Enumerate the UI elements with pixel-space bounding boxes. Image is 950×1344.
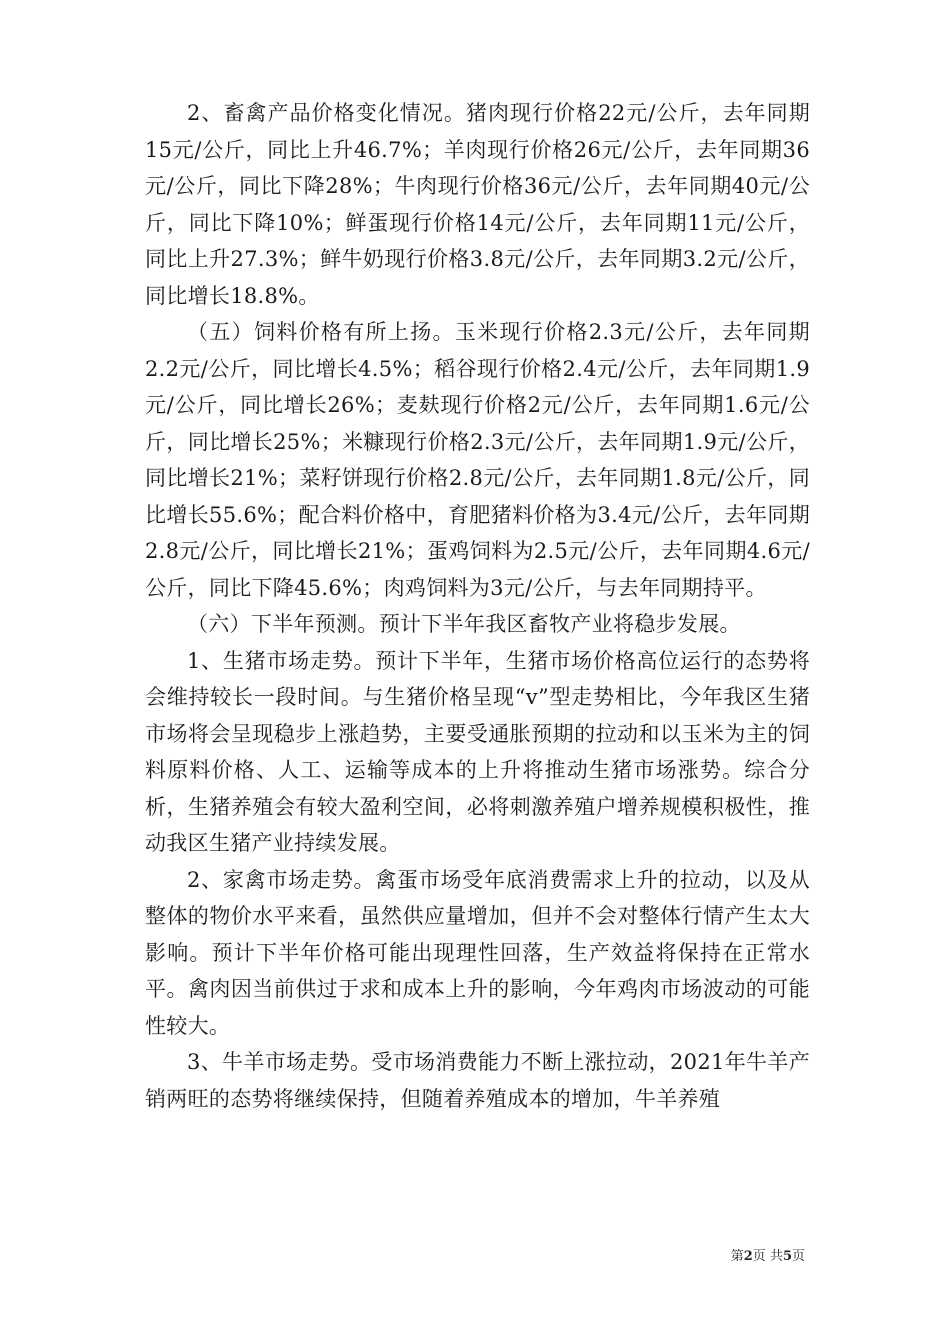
page-number-footer	[731, 1245, 805, 1264]
paragraph-hog-market: 1、生猪市场走势。预计下半年，生猪市场价格高位运行的态势将会维持较长一段时间。与生猪价格呈现“v”型走势相比，今年我区生猪市场将会呈现稳步上涨趋势，主要受通胀预期的拉动和以玉米为主的饲料原料价格、人工、运输等成本的上升将推动生猪市场涨势。综合分析，生猪养殖会有较大盈利空间，必将刺激养殖户增养规模积极性，推动我区生猪产业持续发展。	[145, 648, 810, 855]
paragraph-forecast-heading: （六）下半年预测。预计下半年我区畜牧产业将稳步发展。	[187, 612, 741, 636]
footer-suffix: 页	[791, 1249, 805, 1264]
paragraph-cattle-sheep-market: 3、牛羊市场走势。受市场消费能力不断上涨拉动，2021年牛羊产销两旺的态势将继续保持，但随着养殖成本的增加，牛羊养殖	[145, 1050, 810, 1111]
document-body	[145, 95, 810, 1117]
paragraph-livestock-prices: 2、畜禽产品价格变化情况。猪肉现行价格22元/公斤，去年同期15元/公斤，同比上升46.7%；羊肉现行价格26元/公斤，去年同期36元/公斤，同比下降28%；牛肉现行价格36元/公斤，去年同期40元/公斤，同比下降10%；鲜蛋现行价格14元/公斤，去年同期11元/公斤，同比上升27.3%；鲜牛奶现行价格3.8元/公斤，去年同期3.2元/公斤，同比增长18.8%。	[145, 101, 810, 308]
footer-prefix: 第	[730, 1249, 744, 1264]
current-page-number: 2	[743, 1249, 753, 1264]
paragraph-feed-prices: （五）饲料价格有所上扬。玉米现行价格2.3元/公斤，去年同期2.2元/公斤，同比增长4.5%；稻谷现行价格2.4元/公斤，去年同期1.9元/公斤，同比增长26%；麦麸现行价格2元/公斤，去年同期1.6元/公斤，同比增长25%；米糠现行价格2.3元/公斤，去年同期1.9元/公斤，同比增长21%；菜籽饼现行价格2.8元/公斤，去年同期1.8元/公斤，同比增长55.6%；配合料价格中，育肥猪料价格为3.4元/公斤，去年同期2.8元/公斤，同比增长21%；蛋鸡饲料为2.5元/公斤，去年同期4.6元/公斤，同比下降45.6%；肉鸡饲料为3元/公斤，与去年同期持平。	[145, 320, 810, 600]
footer-middle: 页 共	[752, 1249, 783, 1264]
total-pages-number: 5	[782, 1249, 792, 1264]
paragraph-poultry-market: 2、家禽市场走势。禽蛋市场受年底消费需求上升的拉动，以及从整体的物价水平来看，虽然供应量增加，但并不会对整体行情产生太大影响。预计下半年价格可能出现理性回落，生产效益将保持在正常水平。禽肉因当前供过于求和成本上升的影响，今年鸡肉市场波动的可能性较大。	[145, 867, 810, 1038]
